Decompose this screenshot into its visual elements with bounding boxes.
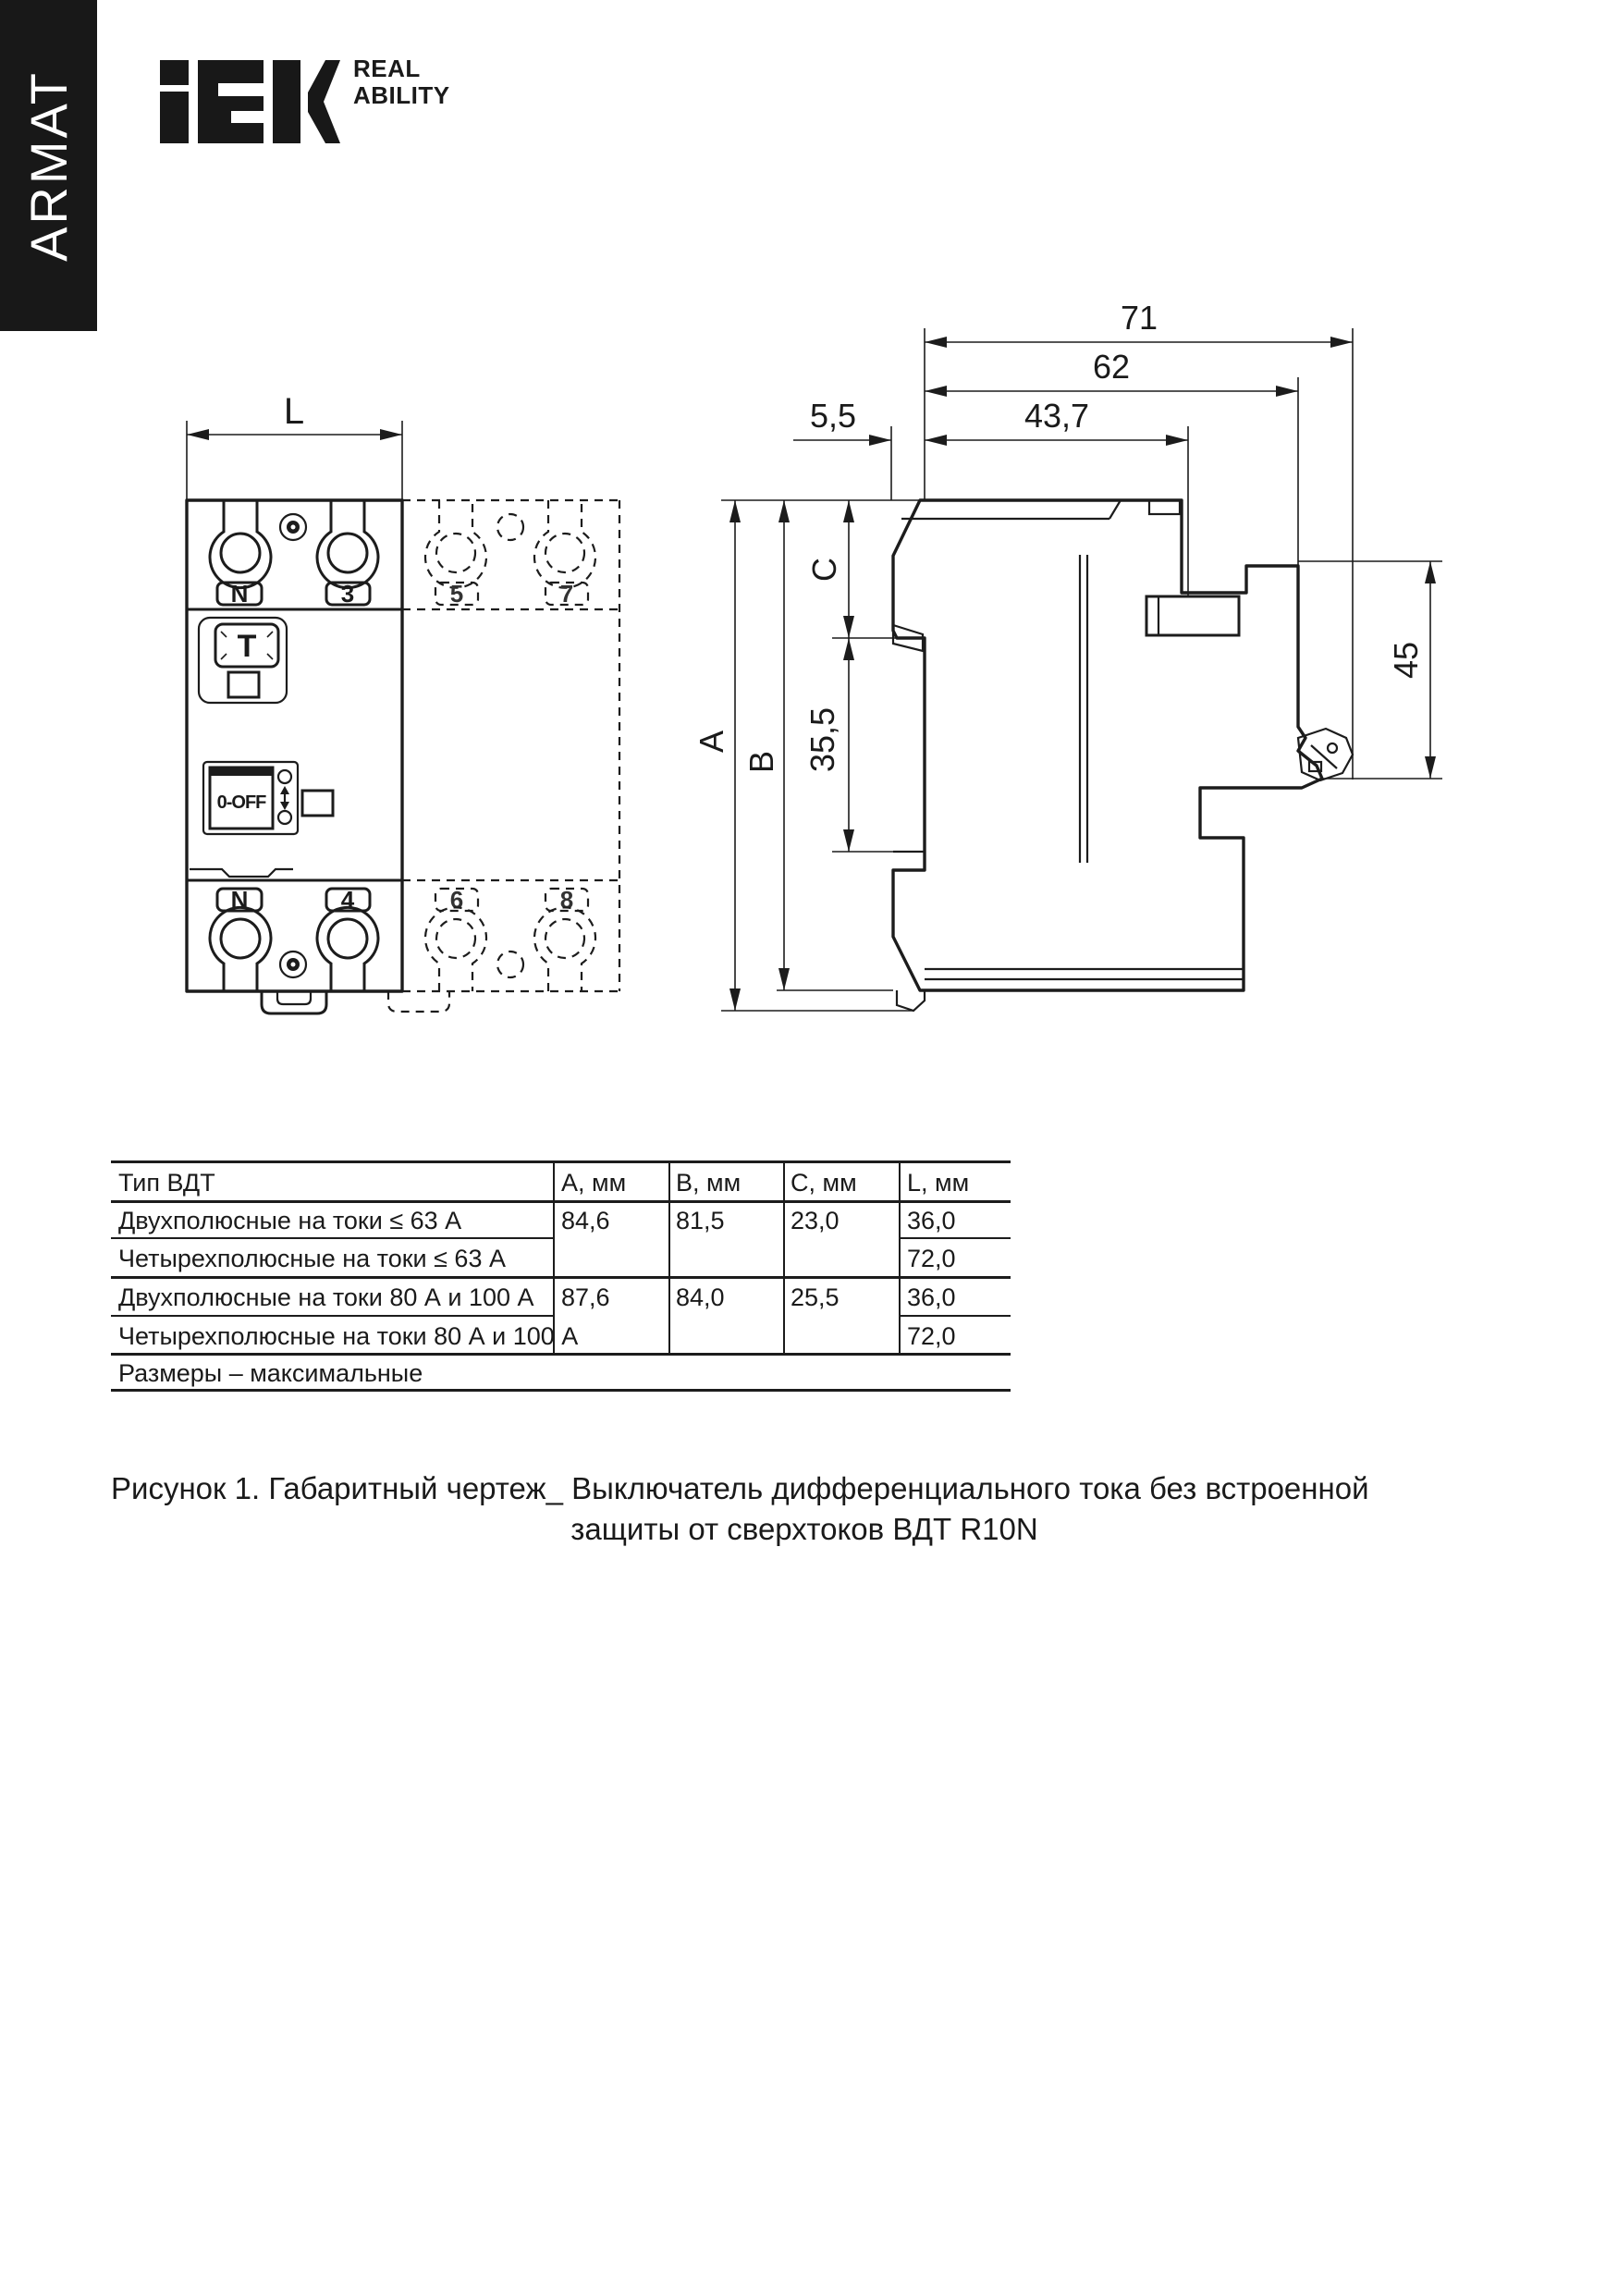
- plate-7-label: 7: [559, 580, 574, 608]
- table-row3-c: 25,5: [791, 1283, 840, 1311]
- side-dim-35-5: [803, 638, 854, 852]
- figure-caption-line1: Рисунок 1. Габаритный чертеж_ Выключатель дифференциального тока без встроенной: [111, 1471, 1369, 1505]
- plate-6-label: 6: [449, 886, 464, 914]
- side-dim-A: [693, 500, 741, 1011]
- dim-C-label: C: [805, 558, 843, 582]
- table-header-a: A, мм: [561, 1169, 627, 1197]
- side-dim-B: [742, 500, 790, 990]
- plate-5-label: 5: [449, 580, 464, 608]
- dim-B-label: B: [742, 750, 780, 774]
- plate-N-bottom-label: N: [230, 886, 249, 914]
- dim-A-label: A: [693, 730, 730, 754]
- side-dim-45: [1387, 561, 1436, 779]
- side-dim-62: [925, 348, 1298, 397]
- dimensional-drawing: [0, 0, 1618, 1147]
- figure-caption-line2: защиты от сверхтоков ВДТ R10N: [570, 1512, 1038, 1546]
- side-dim-43-7: [925, 397, 1188, 446]
- dim-45-label: 45: [1387, 641, 1425, 680]
- table-row3-b: 84,0: [676, 1283, 725, 1311]
- iek-tagline-line2: ABILITY: [353, 81, 450, 109]
- side-body-outline: [893, 500, 1322, 990]
- table-row1-l: 36,0: [907, 1207, 956, 1234]
- front-din-tab: [262, 991, 326, 1013]
- front-foot: [897, 990, 925, 1011]
- table-row3-a: 87,6: [561, 1283, 610, 1311]
- table-row3-l: 36,0: [907, 1283, 956, 1311]
- table-header-l: L, мм: [907, 1169, 970, 1197]
- dim-62-label: 62: [1092, 348, 1131, 386]
- table-row1-a: 84,6: [561, 1207, 610, 1234]
- front-view: [187, 391, 619, 1013]
- table-note: Размеры – максимальные: [118, 1359, 423, 1387]
- dim-71-label: 71: [1120, 299, 1158, 337]
- side-dim-71: [925, 299, 1353, 348]
- side-dim-C: [805, 500, 854, 852]
- table-header-b: B, мм: [676, 1169, 742, 1197]
- table-row1-type: Двухполюсные на токи ≤ 63 А: [118, 1207, 462, 1234]
- test-button-label: T: [237, 629, 257, 664]
- iek-tagline-line1: REAL: [353, 55, 421, 82]
- armat-banner-label: ARMAT: [19, 69, 78, 262]
- table-row1-b: 81,5: [676, 1207, 725, 1234]
- side-view: [693, 299, 1442, 1011]
- table-row3-type: Двухполюсные на токи 80 А и 100 А: [118, 1283, 534, 1311]
- table-row2-l: 72,0: [907, 1245, 956, 1272]
- plate-4-label: 4: [340, 886, 355, 914]
- table-row4-l: 72,0: [907, 1322, 956, 1350]
- dim-43-7-label: 43,7: [1024, 397, 1090, 435]
- table-header-c: C, мм: [791, 1169, 857, 1197]
- table-row2-type: Четырехполюсные на токи ≤ 63 А: [118, 1245, 506, 1272]
- front-dim-L: [187, 391, 402, 500]
- dim-L-label: L: [283, 391, 305, 432]
- table-row4-type: Четырехполюсные на токи 80 А и 100 А: [118, 1322, 579, 1350]
- plate-3-label: 3: [340, 580, 355, 608]
- dim-35-5-label: 35,5: [803, 706, 841, 773]
- dim-5-5-label: 5,5: [809, 397, 857, 435]
- front-extension-module: [388, 500, 619, 1012]
- side-dim-5-5: [793, 397, 891, 446]
- table-row1-c: 23,0: [791, 1207, 840, 1234]
- plate-N-top-label: N: [230, 580, 249, 608]
- plate-8-label: 8: [559, 886, 574, 914]
- table-header-type: Тип ВДТ: [118, 1169, 215, 1197]
- switch-label: 0-OFF: [216, 792, 266, 813]
